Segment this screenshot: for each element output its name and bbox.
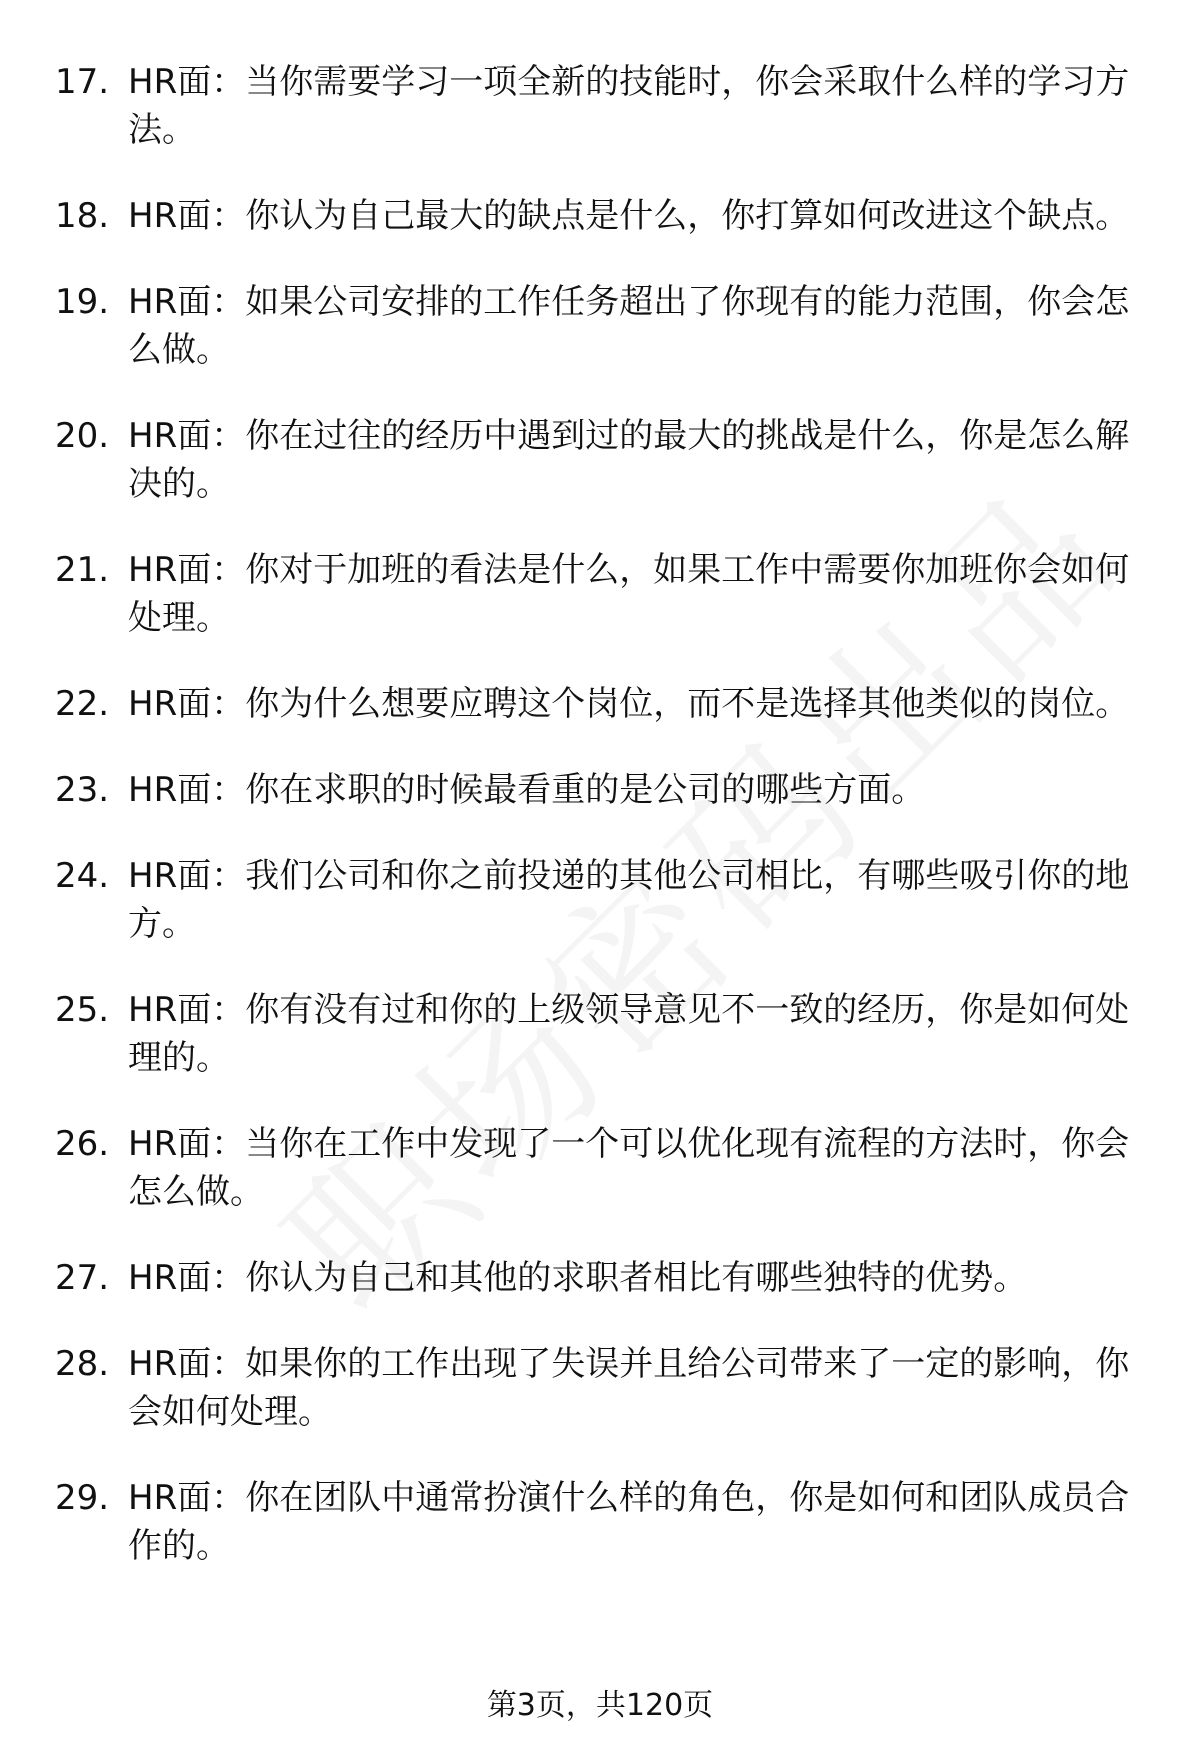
question-text: HR面：你有没有过和你的上级领导意见不一致的经历，你是如何处理的。 — [128, 990, 1130, 1078]
question-text: HR面：你对于加班的看法是什么，如果工作中需要你加班你会如何处理。 — [128, 550, 1130, 638]
question-number: 21. — [55, 550, 110, 590]
question-text: HR面：你在求职的时候最看重的是公司的哪些方面。 — [128, 770, 926, 810]
question-text: HR面：当你需要学习一项全新的技能时，你会采取什么样的学习方法。 — [128, 62, 1130, 150]
question-text: HR面：你在过往的经历中遇到过的最大的挑战是什么，你是怎么解决的。 — [128, 416, 1130, 504]
question-text: HR面：你认为自己和其他的求职者相比有哪些独特的优势。 — [128, 1258, 1028, 1298]
question-text: HR面：如果你的工作出现了失误并且给公司带来了一定的影响，你会如何处理。 — [128, 1344, 1130, 1432]
question-item — [55, 986, 1160, 1082]
question-text: HR面：我们公司和你之前投递的其他公司相比，有哪些吸引你的地方。 — [128, 856, 1130, 944]
question-number: 17. — [55, 62, 110, 102]
question-number: 29. — [55, 1478, 110, 1518]
question-item — [55, 278, 1160, 374]
question-item — [55, 1340, 1160, 1436]
question-item — [55, 412, 1160, 508]
question-number: 19. — [55, 282, 110, 322]
question-text: HR面：你认为自己最大的缺点是什么，你打算如何改进这个缺点。 — [128, 196, 1130, 236]
question-number: 24. — [55, 856, 110, 896]
question-number: 27. — [55, 1258, 110, 1298]
question-item — [55, 546, 1160, 642]
question-number: 28. — [55, 1344, 110, 1384]
question-item — [55, 58, 1160, 154]
question-number: 26. — [55, 1124, 110, 1164]
question-item — [55, 1254, 1160, 1302]
question-item — [55, 1120, 1160, 1216]
question-item — [55, 766, 1160, 814]
question-number: 18. — [55, 196, 110, 236]
question-item — [55, 192, 1160, 240]
question-number: 20. — [55, 416, 110, 456]
question-item — [55, 852, 1160, 948]
question-text: HR面：你为什么想要应聘这个岗位，而不是选择其他类似的岗位。 — [128, 684, 1130, 724]
question-number: 25. — [55, 990, 110, 1030]
question-number: 22. — [55, 684, 110, 724]
question-text: HR面：当你在工作中发现了一个可以优化现有流程的方法时，你会怎么做。 — [128, 1124, 1130, 1212]
question-list — [55, 58, 1160, 1608]
page-number: 第3页，共120页 — [486, 1688, 714, 1723]
question-item — [55, 1474, 1160, 1570]
question-item — [55, 680, 1160, 728]
question-number: 23. — [55, 770, 110, 810]
question-text: HR面：如果公司安排的工作任务超出了你现有的能力范围，你会怎么做。 — [128, 282, 1130, 370]
question-text: HR面：你在团队中通常扮演什么样的角色，你是如何和团队成员合作的。 — [128, 1478, 1130, 1566]
